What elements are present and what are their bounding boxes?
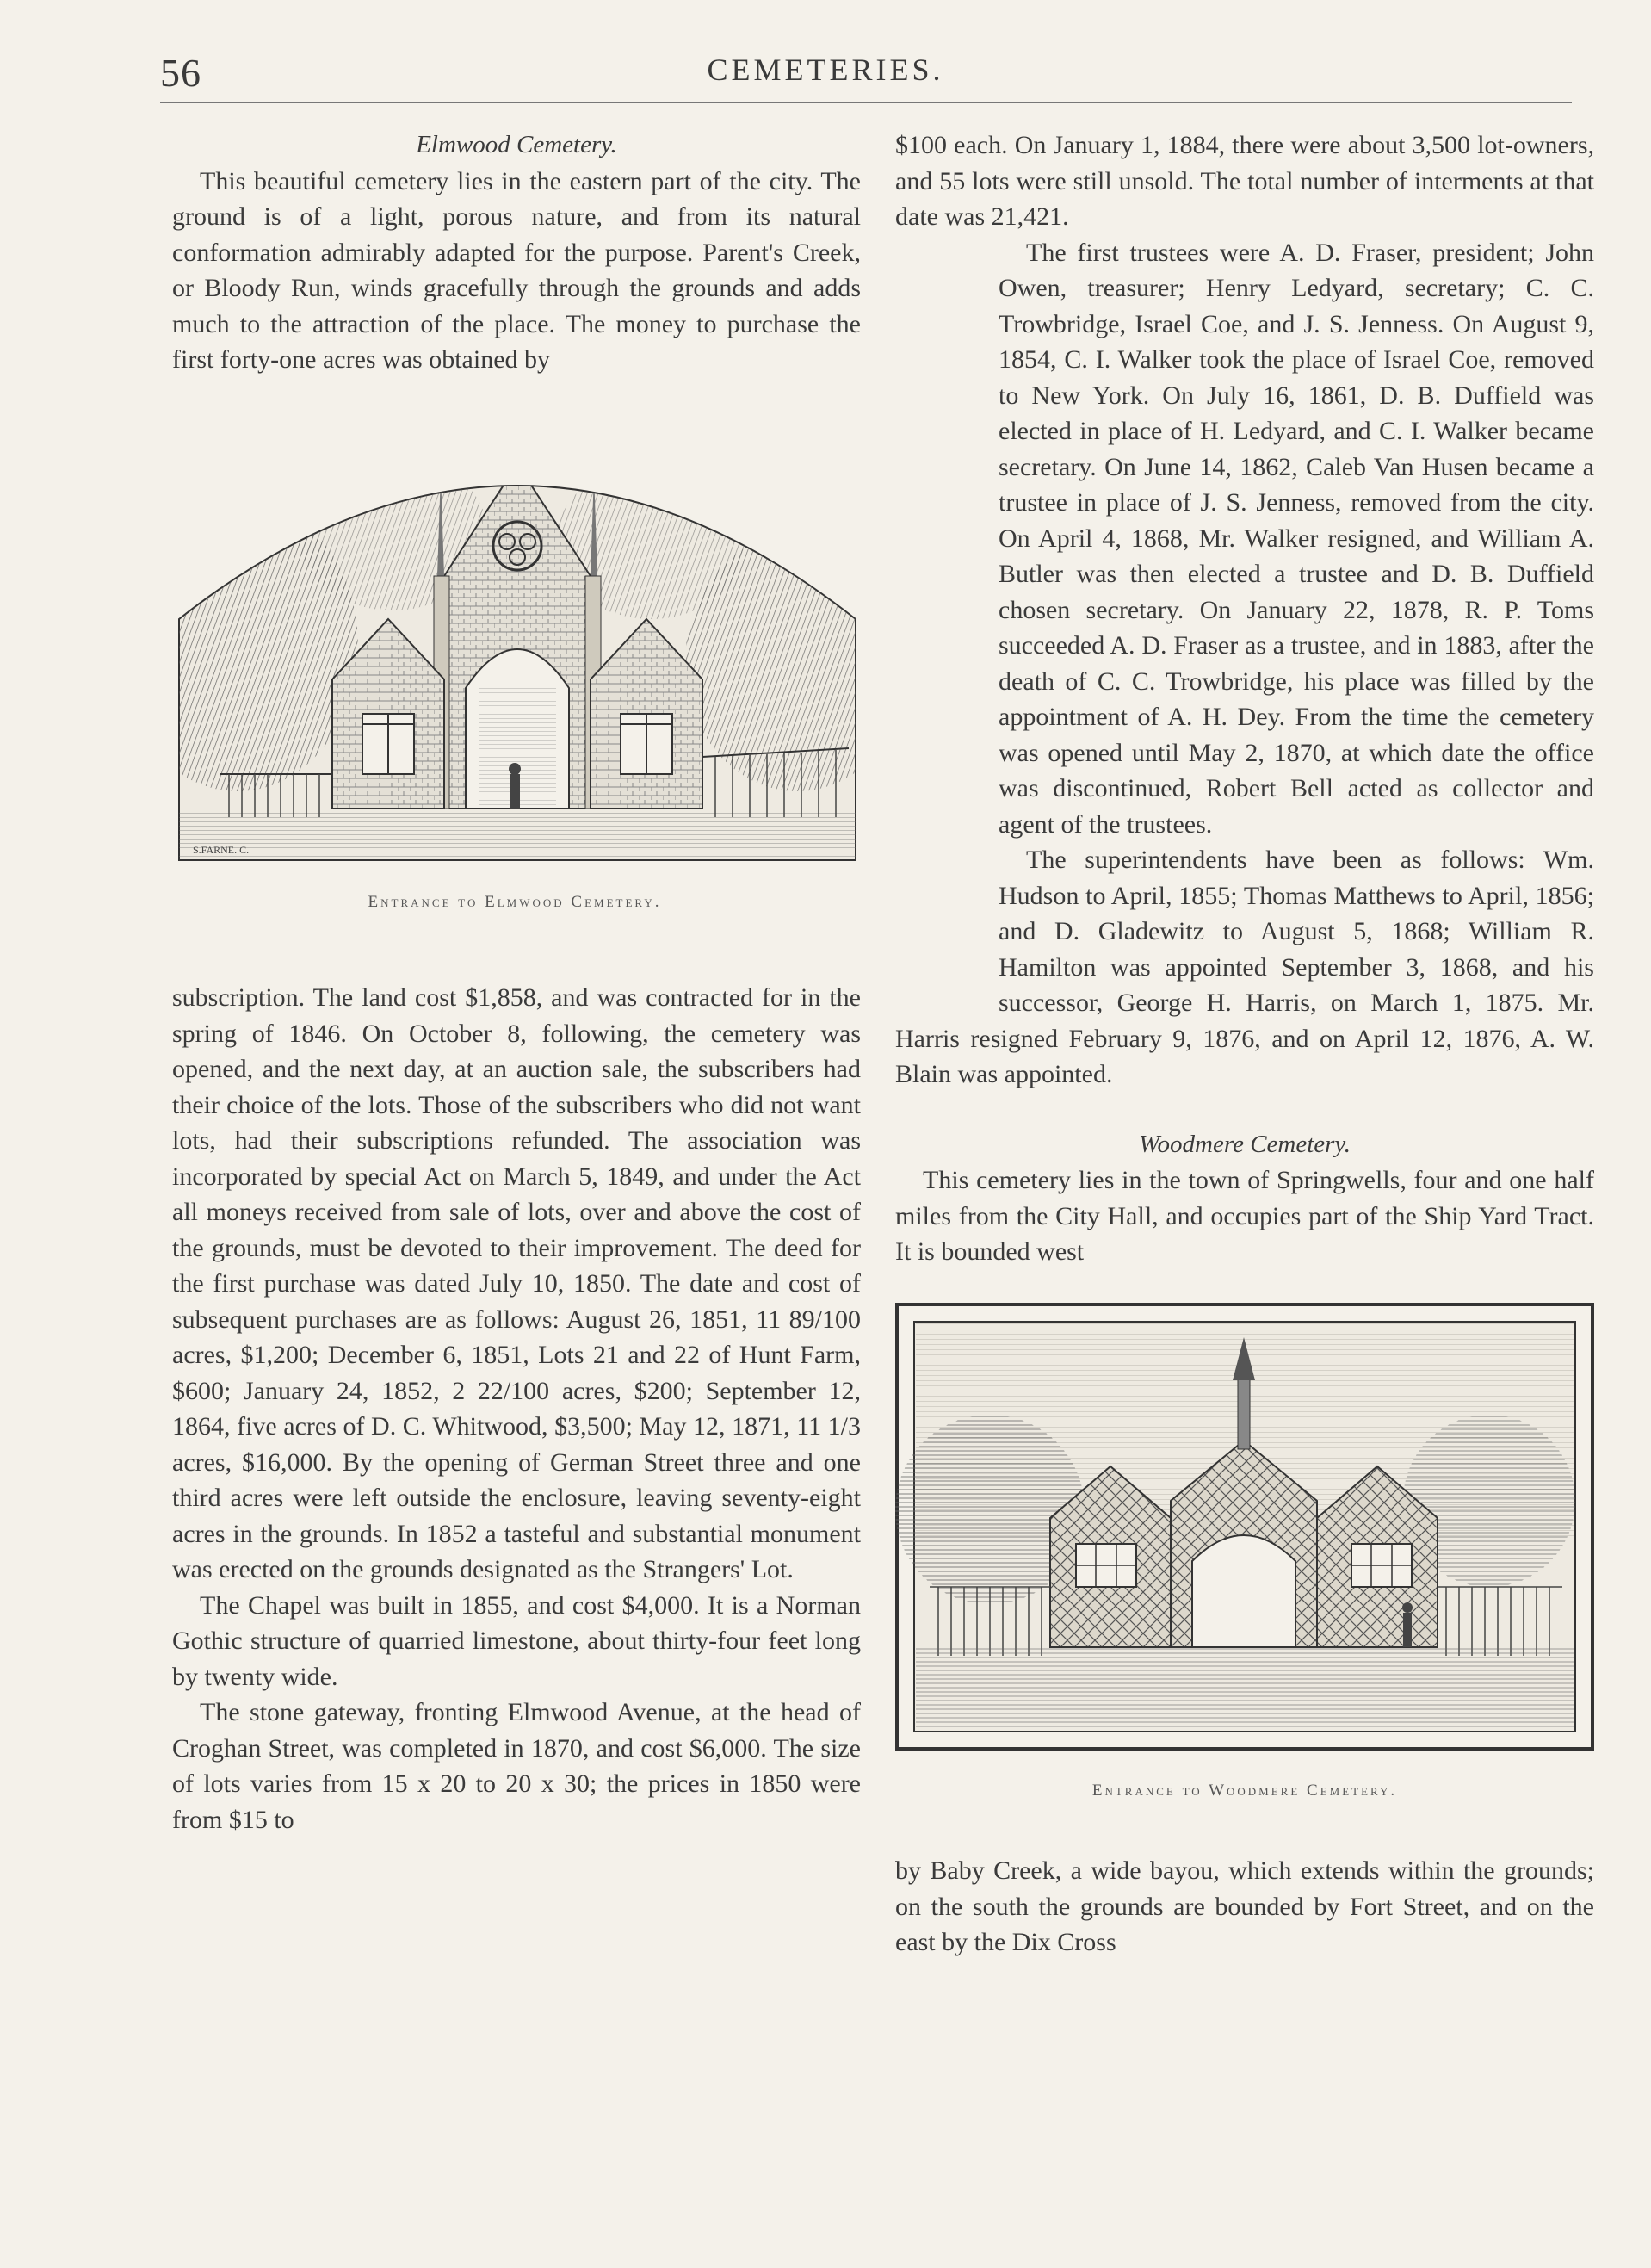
woodmere-figure — [895, 1303, 1594, 1809]
section-title-elmwood: Elmwood Cemetery. — [416, 131, 617, 158]
woodmere-entrance-engraving — [895, 1303, 1594, 1751]
woodmere-paragraph-1-continued: by Baby Creek, a wide bayou, which extends within the grounds; on the south the grounds are bounded by Fort Street, and on the east by the Dix Cross — [895, 1856, 1594, 1956]
woodmere-figure-caption: Entrance to Woodmere Cemetery. — [1091, 1781, 1398, 1800]
section-title-woodmere: Woodmere Cemetery. — [1139, 1130, 1351, 1158]
elmwood-paragraph-4: The first trustees were A. D. Fraser, president; John Owen, treasurer; Henry Ledyard, secretary; C. C. Trowbridge, Israel Coe, and J. S. Jenness. On August 9, 1854, C. I. Walker took the place of Israel Coe, removed to New York. On July 16, 1861, D. B. Duffield was elected in place of H. Ledyard, and C. I. Walker became secretary. On June 14, 1862, Caleb Van Husen became a trustee in place of J. S. Jenness, removed from the city. On April 4, 1868, Mr. Walker resigned, and William A. Butler was then elected a trustee and D. B. Duffield chosen secretary. On January 22, 1878, R. P. Toms succeeded A. D. Fraser as a trustee, and in 1883, after the death of C. C. Trowbridge, his place was filled by the appointment of A. H. Dey. From the time the cemetery was opened until May 2, 1870, at which date the office was discontinued, Robert Bell acted as collector and agent of the trustees. — [999, 238, 1594, 839]
engraver-mark: S.FARNE. C. — [193, 843, 250, 856]
left-column — [172, 127, 861, 1837]
woodmere-paragraph-1: This cemetery lies in the town of Springwells, four and one half miles from the City Hall, and occupies part of the Ship Yard Tract. It is bounded west — [895, 1166, 1594, 1266]
elmwood-figure — [169, 404, 861, 920]
header-rule — [160, 102, 1572, 103]
figure-wrap-spacer — [895, 416, 999, 1019]
elmwood-entrance-engraving — [169, 404, 866, 869]
right-column — [895, 127, 1594, 1961]
elmwood-figure-caption: Entrance to Elmwood Cemetery. — [368, 892, 662, 911]
elmwood-paragraph-3-continued: $100 each. On January 1, 1884, there were about 3,500 lot-owners, and 55 lots were still unsold. The total number of interments at that date was 21,421. — [895, 131, 1594, 231]
elmwood-paragraph-2: The Chapel was built in 1855, and cost $4,000. It is a Norman Gothic structure of quarried limestone, about thirty-four feet long by twenty wide. — [172, 1590, 861, 1691]
page-number: 56 — [160, 51, 201, 95]
elmwood-paragraph-3: The stone gateway, fronting Elmwood Avenue, at the head of Croghan Street, was completed in 1870, and cost $6,000. The size of lots varies from 15 x 20 to 20 x 30; the prices in 1850 were from $15 to — [172, 1698, 861, 1834]
running-head: CEMETERIES. — [707, 53, 944, 87]
elmwood-paragraph-1: This beautiful cemetery lies in the eastern part of the city. The ground is of a light, porous nature, and from its natural conformation admirably adapted for the purpose. Parent's Creek, or Bloody Run, winds gracefully through the grounds and adds much to the attraction of the place. The money to purchase the first forty-one acres was obtained by — [172, 166, 861, 374]
elmwood-paragraph-5: The superintendents have been as follows: Wm. Hudson to April, 1855; Thomas Matthews to April, 1856; and D. Gladewitz to August 5, 1868; William R. Hamilton was appointed September 3, 1868, and his successor, George H. Harris, on March 1, 1875. Mr. Harris resigned February 9, 1876, and on April 12, 1876, A. W. Blain was appointed. — [895, 846, 1594, 1088]
elmwood-paragraph-1-continued: subscription. The land cost $1,858, and was contracted for in the spring of 1846. On October 8, following, the cemetery was opened, and the next day, at an auction sale, the subscribers had their choice of the lots. Those of the subscribers who did not want lots, had their subscriptions refunded. The association was incorporated by special Act on March 5, 1849, and under the Act all moneys received from sale of lots, over and above the cost of the grounds, must be devoted to their improvement. The deed for the first purchase was dated July 10, 1850. The date and cost of subsequent purchases are as follows: August 26, 1851, 11 89/100 acres, $1,200; December 6, 1851, Lots 21 and 22 of Hunt Farm, $600; January 24, 1852, 2 22/100 acres, $200; September 12, 1864, five acres of D. C. Whitwood, $3,500; May 12, 1871, 11 1/3 acres, $16,000. By the opening of German Street three and one third acres were left outside the enclosure, leaving seventy-eight acres in the grounds. In 1852 a tasteful and substantial monument was erected on the grounds designated as the Strangers' Lot. — [172, 983, 861, 1583]
